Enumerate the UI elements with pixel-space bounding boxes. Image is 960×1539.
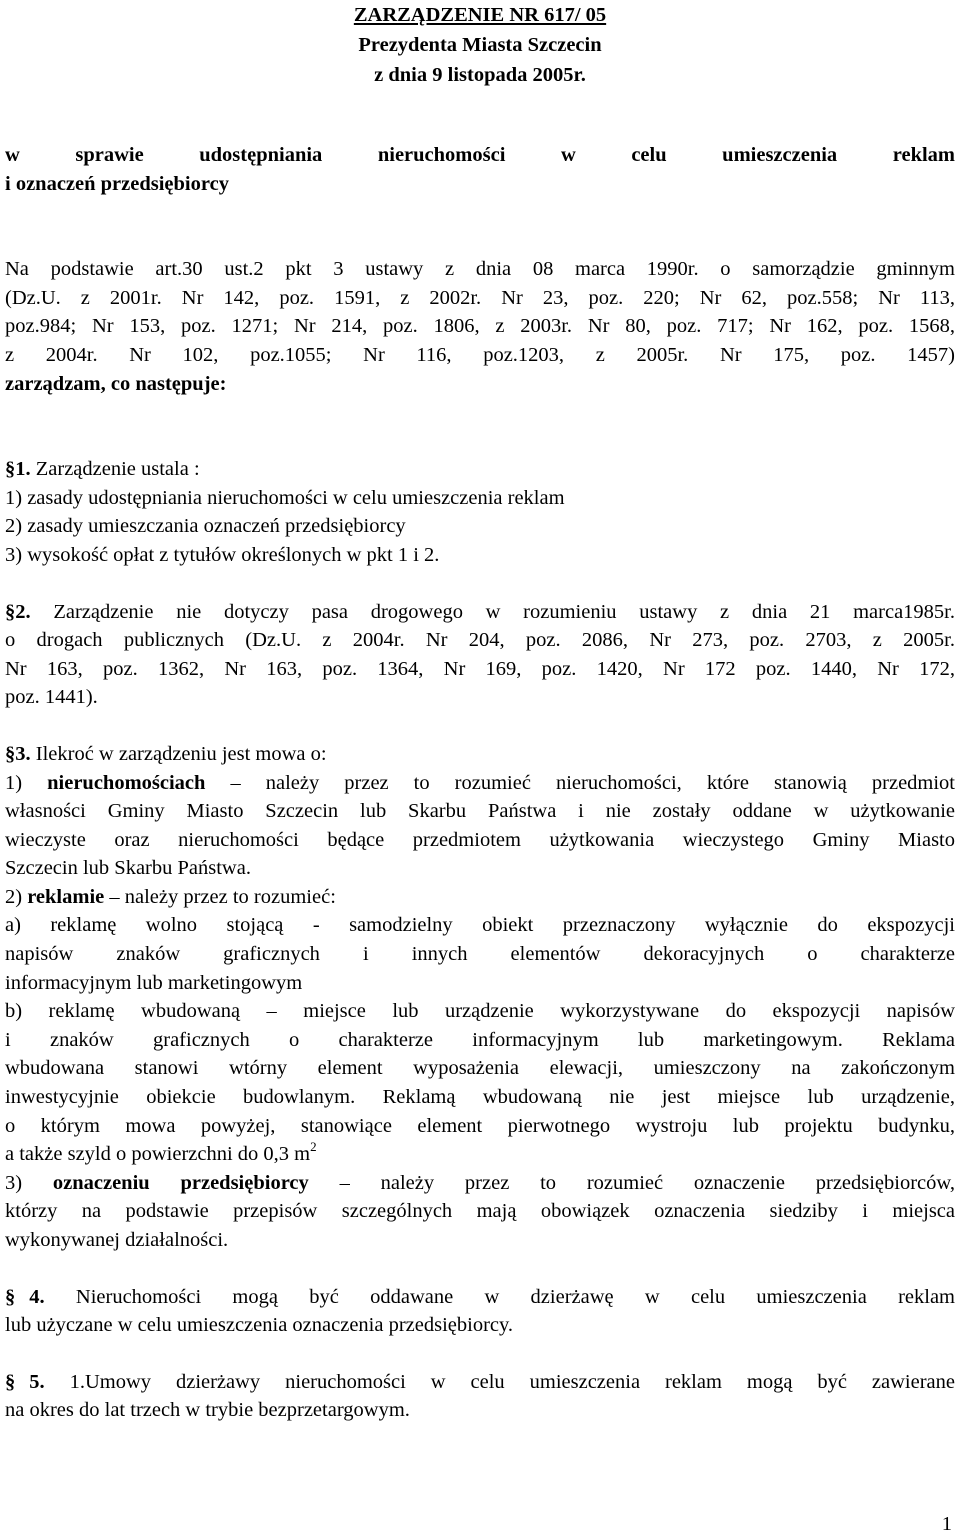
section-intro: Ilekroć w zarządzeniu jest mowa o: [30,742,327,765]
section-symbol: § [5,742,16,765]
document-page [5,0,955,1425]
section-number: 1. [15,458,31,481]
definition-line: o którym mowa powyżej, stanowiące element pierwotnego wystroju lub projektu budynku, [5,1114,955,1137]
section-line: lub użyczane w celu umieszczenia oznaczenia przedsiębiorcy. [5,1314,514,1337]
definition-line: informacyjnym lub marketingowym [5,971,303,994]
defined-term: reklamie [27,885,105,908]
section-3 [5,740,955,1255]
item-prefix: 2) [5,885,28,908]
section-line: Nr 163, poz. 1362, Nr 163, poz. 1364, Nr 169, poz. 1420, Nr 172 poz. 1440, Nr 172, [5,657,955,680]
definition-line: Szczecin lub Skarbu Państwa. [5,857,251,880]
definition-text: a także szyld o powierzchni do 0,3 m [5,1143,311,1166]
definition-line: wykonywanej działalności. [5,1229,229,1251]
subject-line: w sprawie udostępniania nieruchomości w celu umieszczenia reklam [5,144,955,166]
definition-advertisement [5,883,955,912]
definition-line: i znaków graficznych o charakterze informacyjnym lub marketingowym. Reklama [5,1028,955,1051]
definition-line: wbudowana stanowi wtórny element wyposażenia elewacji, umieszczony na zakończonym [5,1057,955,1080]
basis-line: poz.984; Nr 153, poz. 1271; Nr 214, poz. 1806, z 2003r. Nr 80, poz. 717; Nr 162, poz. 1568, [5,315,955,338]
section-symbol: § [5,1370,16,1393]
definition-line: inwestycyjnie obiekcie budowlanym. Reklamą wbudowaną nie jest miejsce lub urządzenie, [5,1086,955,1109]
section-number: 3. [15,742,31,765]
section-5 [5,1368,955,1425]
basis-line: (Dz.U. z 2001r. Nr 142, poz. 1591, z 2002r. Nr 23, poz. 220; Nr 62, poz.558; Nr 113, [5,286,955,309]
order-title: ZARZĄDZENIE NR 617/ 05 [353,4,607,26]
section-text: Zarządzenie nie dotyczy pasa drogowego w rozumieniu ustawy z dnia 21 marca1985r. [30,600,955,623]
page-number: 1 [941,1513,952,1535]
section-number: 5. [29,1370,45,1393]
superscript: 2 [310,1139,317,1155]
definition-line [5,1140,955,1169]
list-item: 2) zasady umieszczania oznaczeń przedsiębiorcy [5,515,406,538]
definition-entrepreneur-marking [5,1169,955,1198]
subject [5,141,955,198]
item-prefix: 1) [5,771,48,794]
item-prefix: 3) [5,1171,53,1194]
section-1 [5,455,955,569]
section-4 [5,1283,955,1340]
definition-line: a) reklamę wolno stojącą - samodzielny obiekt przeznaczony wyłącznie do ekspozycji [5,914,955,937]
section-number: 2. [15,600,31,623]
list-item: 1) zasady udostępniania nieruchomości w celu umieszczenia reklam [5,486,565,509]
defined-term: oznaczeniu przedsiębiorcy [52,1171,309,1194]
section-line: na okres do lat trzech w trybie bezprzetargowym. [5,1399,410,1422]
resolution-formula: zarządzam, co następuje: [5,372,227,395]
section-intro: Zarządzenie ustala : [30,458,200,481]
issuer-line: Prezydenta Miasta Szczecin [358,34,602,56]
definition-line: b) reklamę wbudowaną – miejsce lub urządzenie wykorzystywane do ekspozycji napisów [5,1000,955,1023]
section-line: poz. 1441). [5,686,98,709]
definition-text: – należy przez to rozumieć: [104,885,336,908]
section-line: o drogach publicznych (Dz.U. z 2004r. Nr 204, poz. 2086, Nr 273, poz. 2703, z 2005r. [5,629,955,652]
document-header [5,0,955,90]
definition-text: – należy przez to rozumieć oznaczenie przedsiębiorców, [308,1171,956,1194]
section-text: 1.Umowy dzierżawy nieruchomości w celu umieszczenia reklam mogą być zawierane [44,1370,955,1393]
basis-line: z 2004r. Nr 102, poz.1055; Nr 116, poz.1203, z 2005r. Nr 175, poz. 1457) [5,343,955,366]
section-symbol: § [5,600,16,623]
date-line: z dnia 9 listopada 2005r. [374,64,586,86]
section-text: Nieruchomości mogą być oddawane w dzierżawę w celu umieszczenia reklam [44,1285,955,1308]
section-symbol: § [5,1285,16,1308]
section-symbol: § [5,458,16,481]
definition-line: wieczyste oraz nieruchomości będące przedmiotem użytkowania wieczystego Gminy Miasto [5,828,955,851]
list-item: 3) wysokość opłat z tytułów określonych w pkt 1 i 2. [5,543,440,566]
definition-line: napisów znaków graficznych i innych elementów dekoracyjnych o charakterze [5,943,955,966]
definition-text: – należy przez to rozumieć nieruchomości, które stanowią przedmiot [205,771,956,794]
section-2 [5,598,955,712]
definition-line: którzy na podstawie przepisów szczególnych mają obowiązek oznaczenia siedziby i miejsca [5,1200,955,1223]
legal-basis [5,255,955,398]
section-number: 4. [29,1285,45,1308]
definition-real-estate [5,769,955,798]
subject-line: i oznaczeń przedsiębiorcy [5,172,229,195]
definition-line: własności Gminy Miasto Szczecin lub Skarbu Państwa i nie zostały oddane w użytkowanie [5,800,955,823]
defined-term: nieruchomościach [47,771,206,794]
basis-line: Na podstawie art.30 ust.2 pkt 3 ustawy z dnia 08 marca 1990r. o samorządzie gminnym [5,258,955,281]
